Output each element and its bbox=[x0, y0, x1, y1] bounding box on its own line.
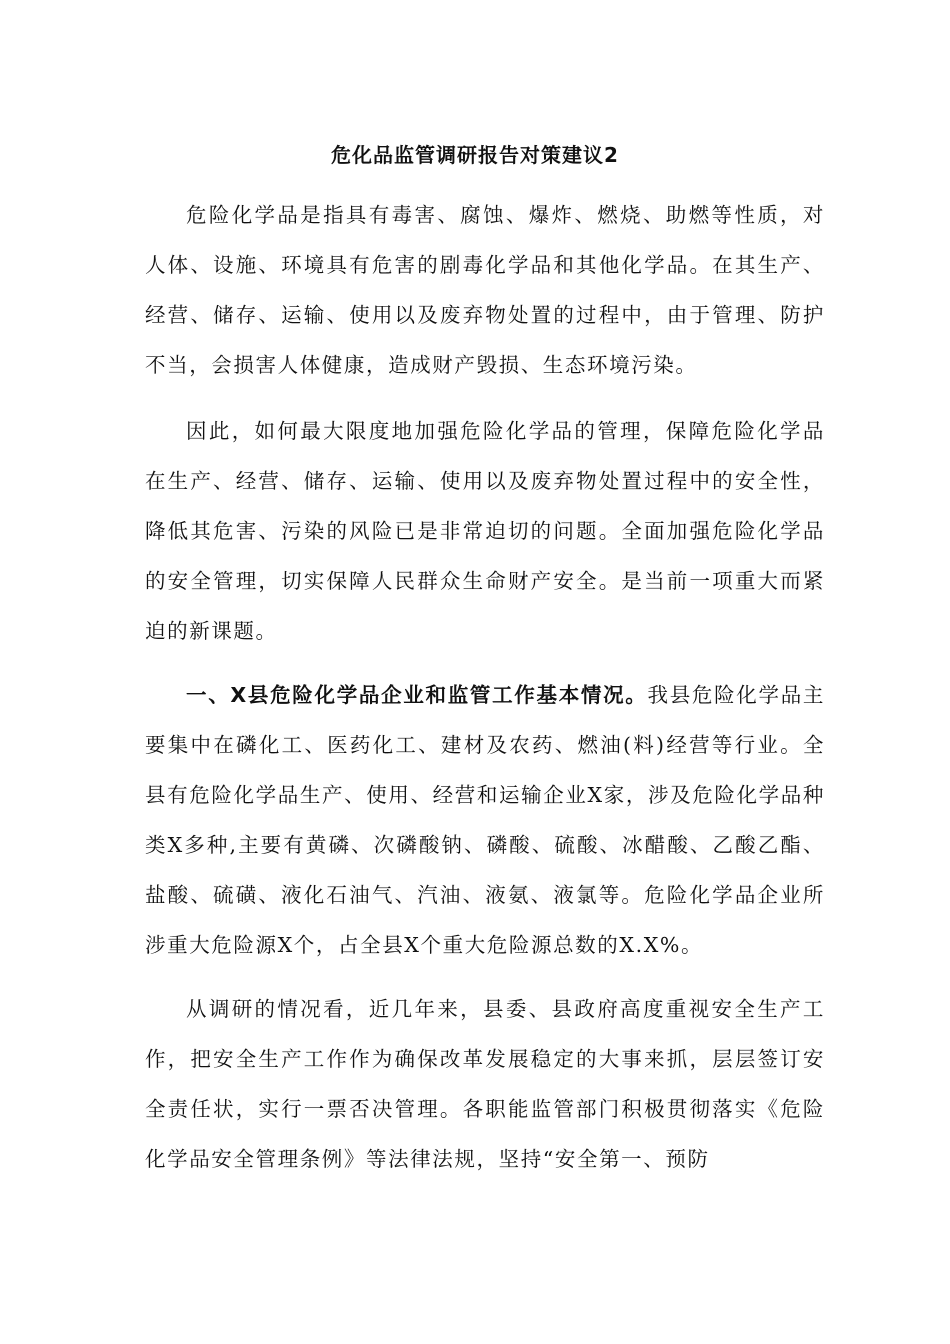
paragraph-survey-findings: 从调研的情况看，近几年来，县委、县政府高度重视安全生产工作，把安全生产工作作为确保改革发展稳定的大事来抓，层层签订安全责任状，实行一票否决管理。各职能监管部门积极贯彻落实《危险化学品安全管理条例》等法律法规，坚持“安全第一、预防 bbox=[145, 997, 825, 1171]
document-title: 危化品监管调研报告对策建议2 bbox=[331, 143, 619, 167]
paragraph-definition: 危险化学品是指具有毒害、腐蚀、爆炸、燃烧、助燃等性质，对人体、设施、环境具有危害的剧毒化学品和其他化学品。在其生产、经营、储存、运输、使用以及废弃物处置的过程中，由于管理、防护不当，会损害人体健康，造成财产毁损、生态环境污染。 bbox=[145, 203, 825, 377]
paragraph-basic-situation-text: 我县危险化学品主要集中在磷化工、医药化工、建材及农药、燃油(料)经营等行业。全县有危险化学品生产、使用、经营和运输企业X家，涉及危险化学品种类X多种,主要有黄磷、次磷酸钠、磷酸、硫酸、冰醋酸、乙酸乙酯、盐酸、硫磺、液化石油气、汽油、液氨、液氯等。危险化学品企业所涉重大危险源X个，占全县X个重大危险源总数的X.X%。 bbox=[145, 683, 825, 957]
paragraph-basic-situation bbox=[145, 670, 825, 970]
paragraph-importance: 因此，如何最大限度地加强危险化学品的管理，保障危险化学品在生产、经营、储存、运输、使用以及废弃物处置过程中的安全性，降低其危害、污染的风险已是非常迫切的问题。全面加强危险化学品的安全管理，切实保障人民群众生命财产安全。是当前一项重大而紧迫的新课题。 bbox=[145, 419, 825, 643]
document-body bbox=[145, 190, 825, 1198]
section-heading-basic-situation: 一、X县危险化学品企业和监管工作基本情况。 bbox=[186, 683, 648, 707]
